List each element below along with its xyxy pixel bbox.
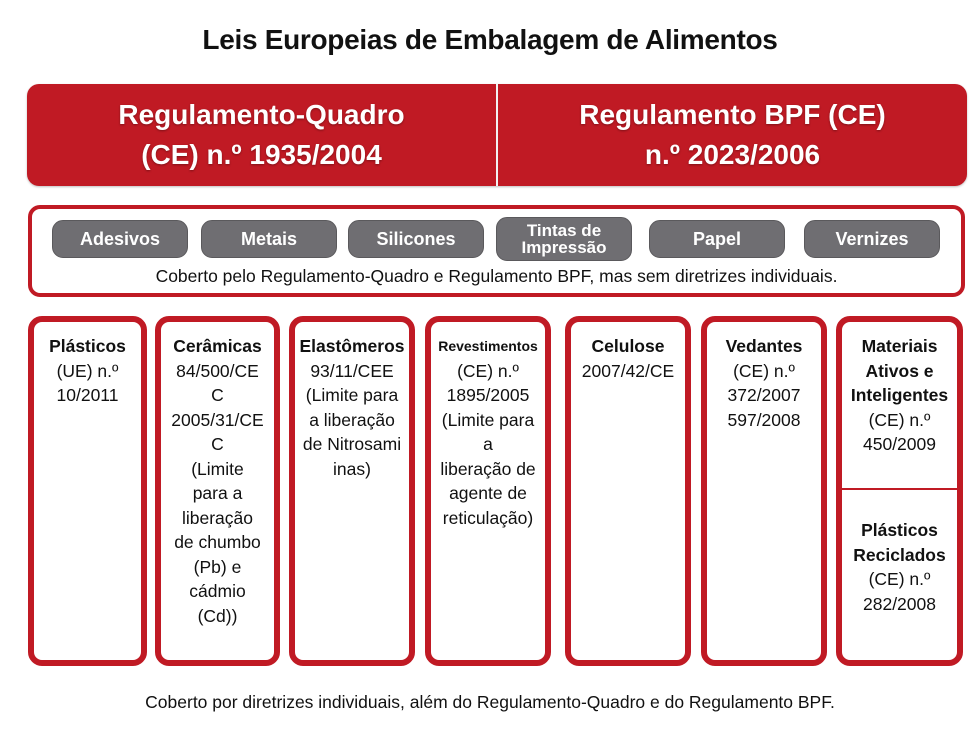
card-line: 93/11/CEE bbox=[310, 360, 394, 381]
pill-papel: Papel bbox=[649, 220, 785, 258]
card-line: (CE) n.º bbox=[868, 569, 931, 589]
card-line: (CE) n.º bbox=[733, 360, 795, 381]
card-title: Plásticos bbox=[49, 336, 126, 356]
pill-vernizes: Vernizes bbox=[804, 220, 940, 258]
card-ceramicas bbox=[155, 316, 280, 666]
card-line: C bbox=[211, 385, 224, 405]
card-line: (CE) n.º bbox=[457, 360, 519, 381]
card-line: cádmio bbox=[189, 581, 246, 601]
card-line: a bbox=[483, 434, 493, 454]
framework-regulation bbox=[27, 84, 496, 186]
pill-metais: Metais bbox=[201, 220, 337, 258]
card-line: (Limite para bbox=[305, 385, 399, 405]
card-line: 84/500/CE bbox=[176, 360, 259, 381]
card-title: Materiais bbox=[861, 336, 938, 356]
card-line: liberação de bbox=[440, 458, 536, 479]
card-line: (Pb) e bbox=[193, 556, 242, 577]
card-line: (Cd)) bbox=[197, 605, 238, 626]
card-line: C bbox=[211, 434, 224, 454]
card-line: agente de bbox=[449, 483, 527, 503]
card-line: 10/2011 bbox=[56, 385, 119, 405]
pill-adesivos: Adesivos bbox=[52, 220, 188, 258]
card-line: 2007/42/CE bbox=[581, 360, 675, 381]
card-line: (CE) n.º bbox=[868, 409, 931, 430]
gmp-regulation-line2: n.º 2023/2006 bbox=[644, 139, 821, 170]
card-revestimentos bbox=[425, 316, 551, 666]
card-line: reticulação) bbox=[442, 507, 534, 528]
general-materials-caption: Coberto pelo Regulamento-Quadro e Regulamento BPF, mas sem diretrizes individuais. bbox=[155, 266, 838, 286]
card-line: 282/2008 bbox=[863, 593, 936, 614]
card-line: 1895/2005 bbox=[446, 385, 530, 405]
framework-regulation-line2: (CE) n.º 1935/2004 bbox=[141, 139, 382, 170]
card-line: (Limite bbox=[191, 458, 244, 479]
framework-regulation-line1: Regulamento-Quadro bbox=[118, 99, 405, 130]
specific-materials-caption: Coberto por diretrizes individuais, além do Regulamento-Quadro e do Regulamento BPF. bbox=[145, 692, 835, 712]
card-title: Reciclados bbox=[853, 544, 946, 565]
card-split-materials bbox=[836, 316, 963, 666]
card-line: 2005/31/CE bbox=[171, 409, 264, 430]
card-title: Cerâmicas bbox=[173, 336, 262, 356]
card-vedantes bbox=[701, 316, 827, 666]
card-title: Inteligentes bbox=[850, 385, 949, 405]
card-line: inas) bbox=[333, 458, 371, 479]
card-line: de Nitrosami bbox=[302, 434, 402, 454]
card-line: (Limite para bbox=[441, 409, 535, 430]
card-plasticos bbox=[28, 316, 147, 666]
card-line: de chumbo bbox=[174, 532, 261, 552]
card-line: liberação bbox=[181, 507, 254, 528]
card-title: Elastômeros bbox=[299, 336, 405, 356]
specific-materials bbox=[0, 316, 980, 668]
diagram-title: Leis Europeias de Embalagem de Alimentos bbox=[202, 24, 778, 55]
gmp-regulation-line1: Regulamento BPF (CE) bbox=[579, 99, 886, 130]
card-title: Ativos e bbox=[865, 360, 934, 381]
card-line: para a bbox=[192, 483, 243, 503]
card-elastomeros bbox=[289, 316, 415, 666]
card-line: (UE) n.º bbox=[56, 360, 119, 381]
gmp-regulation bbox=[498, 84, 967, 186]
card-title: Vedantes bbox=[725, 336, 803, 356]
card-title: Celulose bbox=[591, 336, 665, 356]
recycled-plastics bbox=[842, 490, 957, 616]
pill-silicones: Silicones bbox=[348, 220, 484, 258]
card-line: a liberação bbox=[309, 409, 395, 430]
card-title: Plásticos bbox=[861, 520, 938, 540]
card-line: 597/2008 bbox=[727, 409, 801, 430]
active-intelligent-materials bbox=[842, 322, 957, 490]
card-line: 450/2009 bbox=[863, 434, 936, 454]
card-title: Revestimentos bbox=[438, 338, 538, 354]
material-pills bbox=[52, 220, 952, 262]
card-line: 372/2007 bbox=[727, 385, 801, 405]
card-celulose bbox=[565, 316, 691, 666]
general-materials-box bbox=[28, 205, 965, 297]
regulations-header bbox=[27, 84, 967, 186]
pill-tintas-de-impressao: Tintas de Impressão bbox=[496, 217, 632, 261]
